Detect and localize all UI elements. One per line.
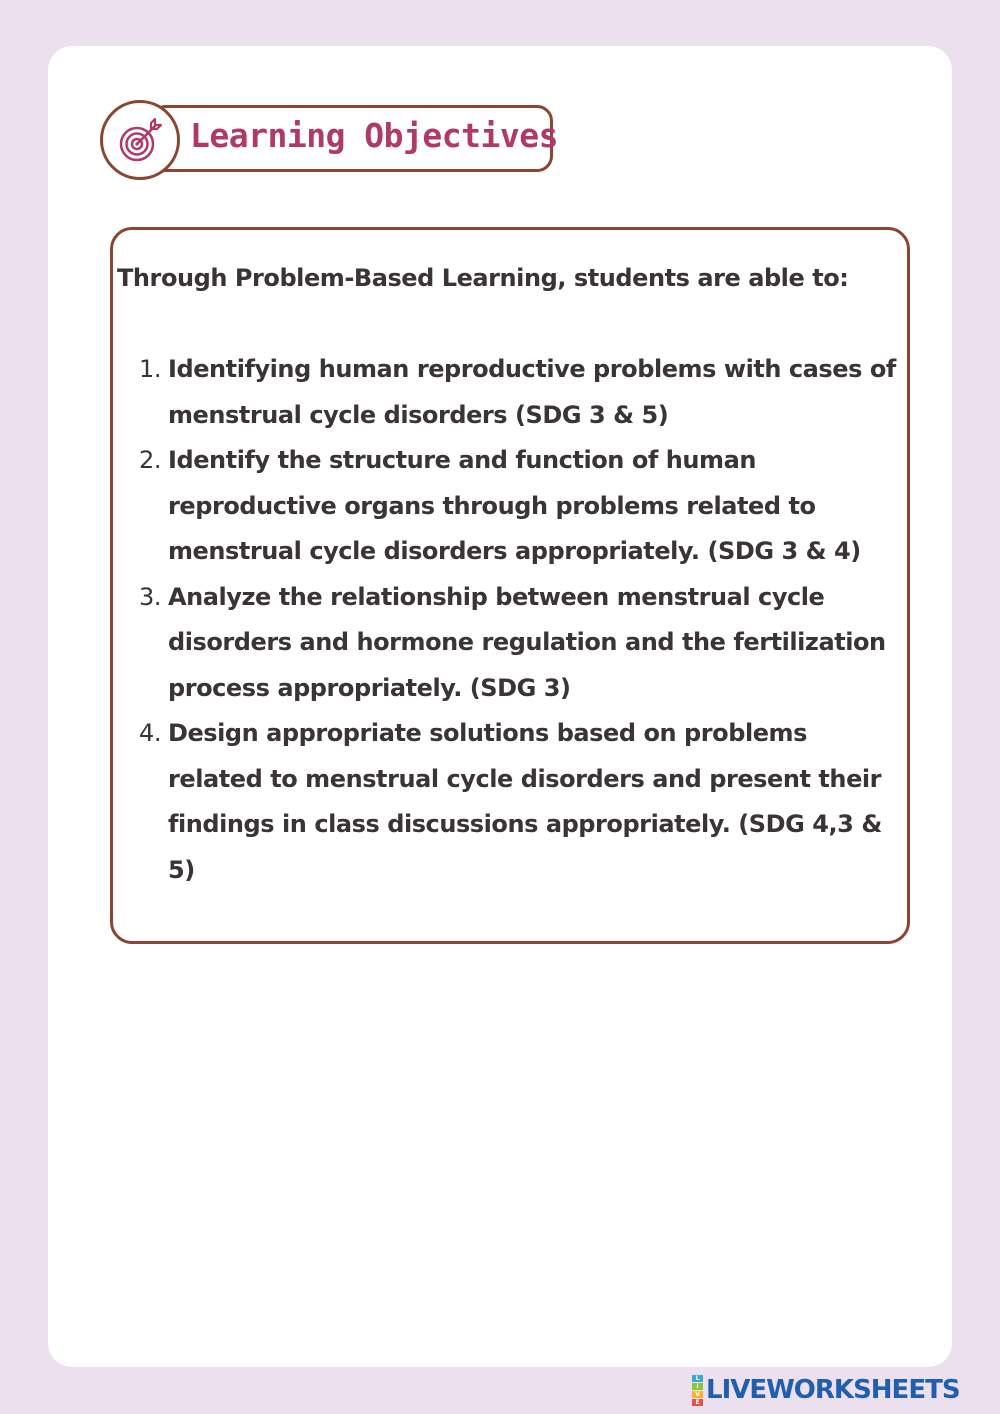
objective-text: Identify the structure and function of human reproductive organs through problems related to menstrual cycle disorders appropriately. (SDG 3 & 4) — [168, 446, 861, 565]
objectives-list — [117, 347, 897, 893]
logo-letter: V — [692, 1391, 703, 1398]
header-icon-badge — [100, 100, 180, 180]
logo-letter: E — [692, 1399, 703, 1406]
logo-letter: L — [692, 1375, 703, 1382]
logo-letter: I — [692, 1383, 703, 1390]
liveworksheets-brand[interactable] — [692, 1374, 960, 1406]
objectives-intro: Through Problem-Based Learning, students are able to: — [117, 264, 849, 292]
objective-text: Design appropriate solutions based on problems related to menstrual cycle disorders and present their findings in class discussions appropriately. (SDG 4,3 & 5) — [168, 719, 882, 884]
target-icon — [115, 115, 165, 165]
objective-text: Analyze the relationship between menstrual cycle disorders and hormone regulation and the fertilization process appropriately. (SDG 3) — [168, 582, 886, 702]
objective-text: Identifying human reproductive problems with cases of menstrual cycle disorders (SDG 3 & 5) — [168, 355, 896, 429]
objective-item — [117, 347, 897, 438]
objective-number: 1. — [139, 355, 161, 383]
objective-item — [117, 711, 897, 893]
brand-name: LIVEWORKSHEETS — [706, 1375, 960, 1405]
objective-number: 2. — [139, 446, 161, 474]
page-title: Learning Objectives — [190, 116, 558, 155]
objective-number: 3. — [139, 582, 161, 611]
liveworksheets-logo-icon — [692, 1375, 703, 1406]
objective-number: 4. — [139, 719, 161, 747]
objective-item — [117, 438, 897, 575]
objective-item — [117, 575, 897, 712]
